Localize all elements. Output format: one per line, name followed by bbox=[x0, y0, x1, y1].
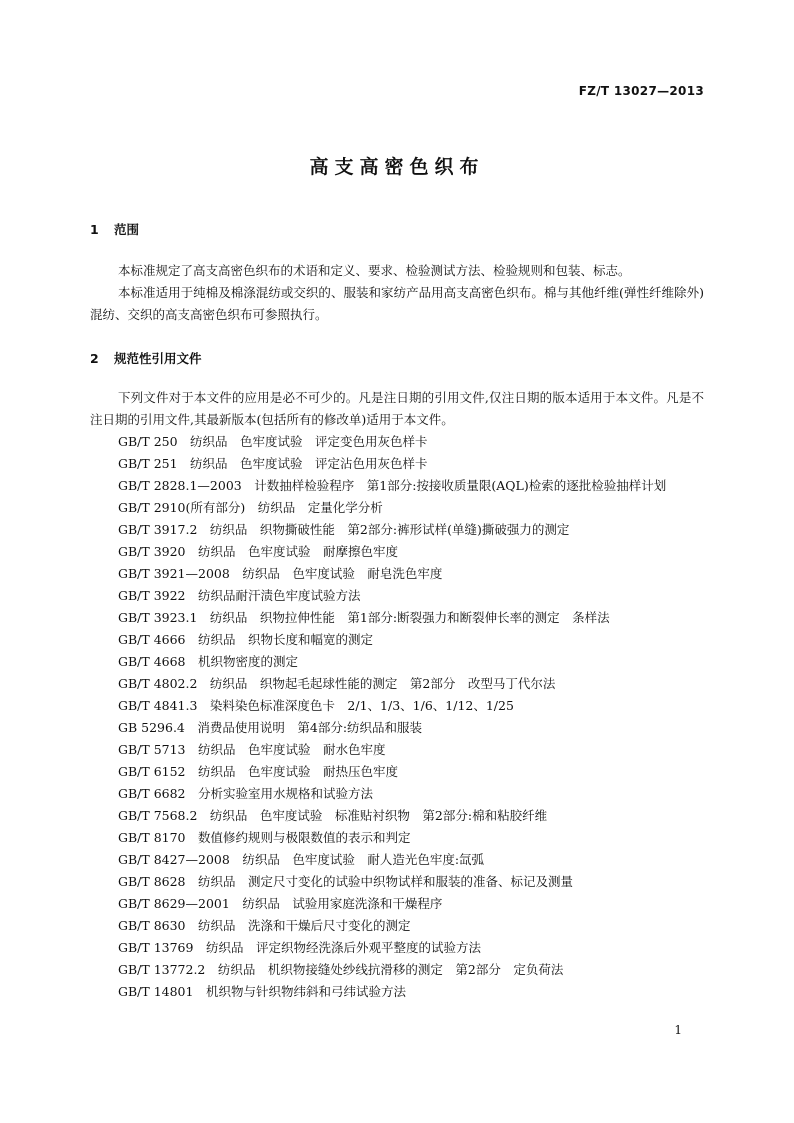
paragraph: 本标准规定了高支高密色织布的术语和定义、要求、检验测试方法、检验规则和包装、标志。 bbox=[118, 263, 631, 278]
reference-item: GB/T 14801 机织物与针织物纬斜和弓纬试验方法 bbox=[118, 984, 406, 999]
reference-item: GB/T 8629—2001 纺织品 试验用家庭洗涤和干燥程序 bbox=[118, 896, 443, 911]
reference-item: GB/T 8628 纺织品 测定尺寸变化的试验中织物试样和服装的准备、标记及测量 bbox=[118, 874, 574, 889]
document-code: FZ/T 13027—2013 bbox=[578, 84, 704, 98]
reference-item: GB/T 6152 纺织品 色牢度试验 耐热压色牢度 bbox=[118, 764, 399, 779]
reference-item: GB 5296.4 消费品使用说明 第4部分:纺织品和服装 bbox=[118, 720, 423, 735]
section-title: 规范性引用文件 bbox=[114, 351, 202, 366]
reference-item: GB/T 7568.2 纺织品 色牢度试验 标准贴衬织物 第2部分:棉和粘胶纤维 bbox=[118, 808, 548, 823]
reference-list bbox=[90, 431, 704, 1003]
page-number: 1 bbox=[674, 1023, 682, 1037]
reference-item: GB/T 2828.1—2003 计数抽样检验程序 第1部分:按接收质量限(AQL)检索的逐批检验抽样计划 bbox=[118, 478, 667, 493]
section-title: 范围 bbox=[114, 222, 140, 237]
reference-item: GB/T 3917.2 纺织品 织物撕破性能 第2部分:裤形试样(单缝)撕破强力的测定 bbox=[118, 522, 570, 537]
reference-item: GB/T 13769 纺织品 评定织物经洗涤后外观平整度的试验方法 bbox=[118, 940, 481, 955]
document-title: 高支高密色织布 bbox=[309, 156, 485, 178]
section-number: 2 bbox=[90, 351, 99, 366]
reference-item: GB/T 3923.1 纺织品 织物拉伸性能 第1部分:断裂强力和断裂伸长率的测定 条样法 bbox=[118, 610, 610, 625]
reference-item: GB/T 13772.2 纺织品 机织物接缝处纱线抗滑移的测定 第2部分 定负荷法 bbox=[118, 962, 564, 977]
paragraph: 本标准适用于纯棉及棉涤混纺或交织的、服装和家纺产品用高支高密色织布。棉与其他纤维(弹性纤维除外)混纺、交织的高支高密色织布可参照执行。 bbox=[90, 285, 704, 322]
reference-item: GB/T 8630 纺织品 洗涤和干燥后尺寸变化的测定 bbox=[118, 918, 411, 933]
reference-item: GB/T 4668 机织物密度的测定 bbox=[118, 654, 299, 669]
reference-item: GB/T 5713 纺织品 色牢度试验 耐水色牢度 bbox=[118, 742, 386, 757]
reference-item: GB/T 8170 数值修约规则与极限数值的表示和判定 bbox=[118, 830, 411, 845]
section-1-heading bbox=[90, 220, 139, 238]
reference-item: GB/T 4802.2 纺织品 织物起毛起球性能的测定 第2部分 改型马丁代尔法 bbox=[118, 676, 556, 691]
paragraph: 下列文件对于本文件的应用是必不可少的。凡是注日期的引用文件,仅注日期的版本适用于本文件。凡是不注日期的引用文件,其最新版本(包括所有的修改单)适用于本文件。 bbox=[90, 390, 704, 427]
reference-item: GB/T 8427—2008 纺织品 色牢度试验 耐人造光色牢度:氙弧 bbox=[118, 852, 485, 867]
reference-item: GB/T 3921—2008 纺织品 色牢度试验 耐皂洗色牢度 bbox=[118, 566, 443, 581]
reference-item: GB/T 3920 纺织品 色牢度试验 耐摩擦色牢度 bbox=[118, 544, 399, 559]
reference-item: GB/T 3922 纺织品耐汗渍色牢度试验方法 bbox=[118, 588, 361, 603]
reference-item: GB/T 4841.3 染料染色标准深度色卡 2/1、1/3、1/6、1/12、1/25 bbox=[118, 698, 514, 713]
section-2-heading bbox=[90, 349, 202, 367]
reference-item: GB/T 6682 分析实验室用水规格和试验方法 bbox=[118, 786, 374, 801]
section-number: 1 bbox=[90, 222, 99, 237]
reference-item: GB/T 2910(所有部分) 纺织品 定量化学分析 bbox=[118, 500, 383, 515]
reference-item: GB/T 250 纺织品 色牢度试验 评定变色用灰色样卡 bbox=[118, 434, 428, 449]
reference-item: GB/T 4666 纺织品 织物长度和幅宽的测定 bbox=[118, 632, 374, 647]
reference-item: GB/T 251 纺织品 色牢度试验 评定沾色用灰色样卡 bbox=[118, 456, 428, 471]
